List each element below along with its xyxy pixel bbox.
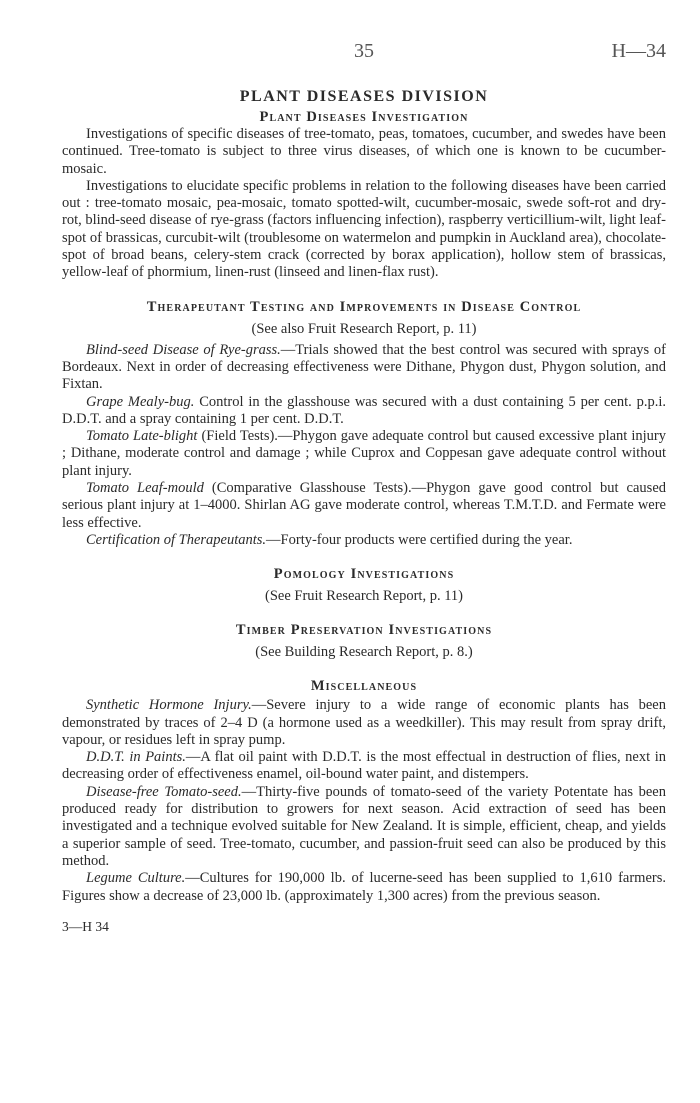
paragraph-text: —Forty-four products were certified during the year. [266,531,573,548]
paragraph-lead: Synthetic Hormone Injury. [86,697,252,714]
page-header [62,40,666,68]
cross-reference-note: (See Building Research Report, p. 8.) [255,644,473,661]
paragraph-lead: Certification of Therapeutants. [86,531,267,548]
section-heading-miscellaneous: Miscellaneous [310,678,418,695]
paragraph [62,428,666,480]
paragraph-lead: Grape Mealy-bug. [86,393,195,410]
section-heading-therapeutant: Therapeutant Testing and Improvements in Disease Control [146,298,582,315]
paragraph [62,697,666,749]
section-heading-pomology: Pomology Investigations [273,566,455,583]
paragraph [62,749,666,784]
paragraph [62,870,666,905]
section-heading-investigation: Plant Diseases Investigation [259,109,469,125]
paragraph-lead: D.D.T. in Paints. [86,749,186,766]
paragraph-lead: Tomato Late-blight [86,428,198,445]
page-number: 35 [354,40,374,62]
section-heading-timber: Timber Preservation Investigations [235,622,493,639]
paragraph [62,342,666,394]
paragraph [62,784,666,870]
paragraph-text: (Field Tests).—Phygon gave adequate control but caused excessive plant injury ; Dithane, moderate control and damage ; while Cuprox and Coppesan gave adequate control without plant injury. [62,428,666,479]
paragraph-lead: Blind-seed Disease of Rye-grass. [86,341,281,358]
paragraph [62,480,666,532]
paragraph: Investigations of specific diseases of tree-tomato, peas, tomatoes, cucumber, and swedes have been continued. Tree-tomato is subject to three virus diseases, of which one is known to be cucumber-mosaic. [62,126,666,177]
paragraph-text: Control in the glasshouse was secured with a dust containing 5 per cent. p.p.i. D.D.T. and a spray containing 1 per cent. D.D.T. [62,393,667,427]
paragraph-text: —Trials showed that the best control was secured with sprays of Bordeaux. Next in order of decreasing effectiveness were Dithane, Phygon dust, Phygon solution, and Fixtan. [62,341,667,393]
document-page [62,40,666,935]
paragraph-text: —A flat oil paint with D.D.T. is the most effectual in destruction of flies, next in decreasing order of effectiveness enamel, oil-bound water paint, and distempers. [62,749,666,783]
paragraph [62,532,666,549]
page-title: PLANT DISEASES DIVISION [239,88,489,105]
cross-reference-note: (See also Fruit Research Report, p. 11) [251,320,477,337]
paragraph-text: —Cultures for 190,000 lb. of lucerne-seed has been supplied to 1,610 farmers. Figures show a decrease of 23,000 lb. (approximately 1,300 acres) from the previous season. [62,870,666,904]
paragraph-text: —Severe injury to a wide range of economic plants has been demonstrated by traces of 2–4 D (a hormone used as a weedkiller). This may result from spray drift, vapour, or residues left in spray pump. [62,697,666,748]
document-reference: H—34 [611,40,666,62]
paragraph-lead: Tomato Leaf-mould [86,480,204,497]
paragraph-text: (Comparative Glasshouse Tests).—Phygon gave good control but caused serious plant injury at 1–4000. Shirlan AG gave moderate control, whereas T.M.T.D. and Fermate were less effective. [62,480,667,531]
cross-reference-note: (See Fruit Research Report, p. 11) [265,588,463,605]
paragraph [62,394,666,429]
paragraph-lead: Disease-free Tomato-seed. [86,783,242,800]
paragraph-text: —Thirty-five pounds of tomato-seed of the variety Potentate has been produced ready for distribution to growers for next season. Acid extraction of seed has been investigated and a technique evolved suitable for New Zealand. It is simple, efficient, cheap, and yields a superior sample of seed. Tree-tomato, cucumber, and passion-fruit seed can also be produced by this method. [62,783,666,869]
page-signature: 3—H 34 [62,918,109,934]
paragraph-lead: Legume Culture. [86,870,186,887]
paragraph: Investigations to elucidate specific problems in relation to the following diseases have been carried out : tree-tomato mosaic, pea-mosaic, tomato spotted-wilt, cucumber-mosaic, swede soft-rot and dry-rot, blind-seed disease of rye-grass (factors influencing infection), raspberry verticillium-wilt, light leaf-spot of brassicas, curcubit-wilt (troublesome on watermelon and pumpkin in Auckland area), chocolate-spot of broad beans, celery-stem crack (corrected by borax application), hollow stem of brassicas, yellow-leaf of phormium, linen-rust (linseed and linen-flax rust). [62,177,666,281]
